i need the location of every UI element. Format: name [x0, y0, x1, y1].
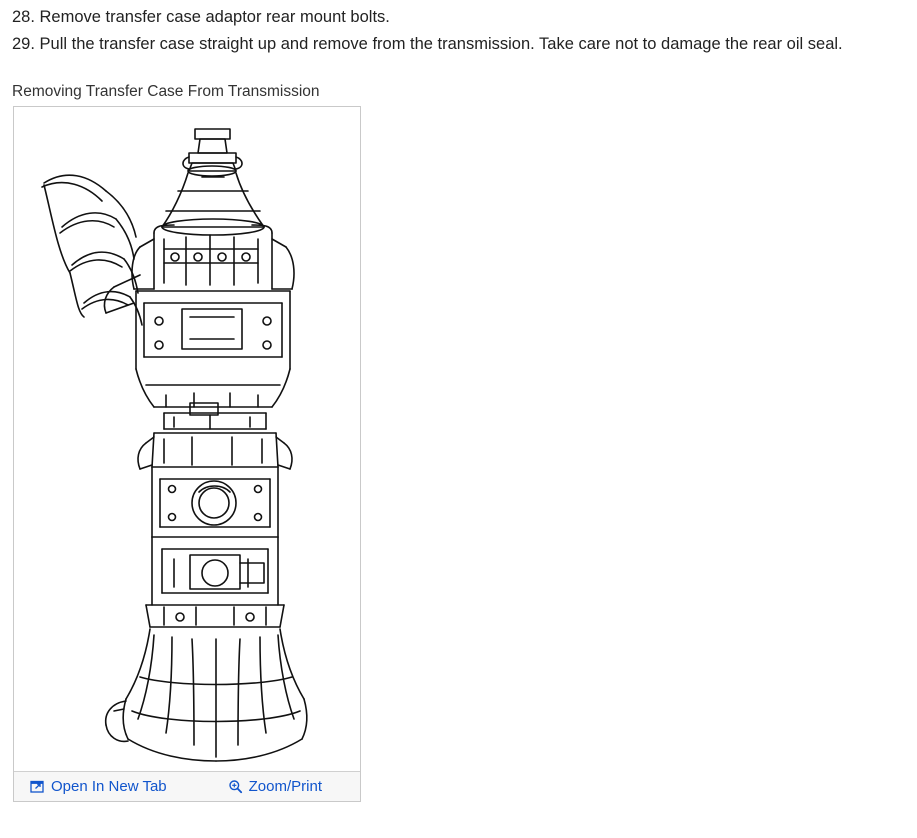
open-in-new-tab-icon	[30, 779, 45, 794]
zoom-print-label: Zoom/Print	[248, 777, 322, 795]
zoom-print-button[interactable]	[228, 778, 322, 796]
figure-container	[13, 106, 361, 802]
procedure-steps	[12, 4, 912, 58]
procedure-step: 29. Pull the transfer case straight up and remove from the transmission. Take care not to damage the rear oil seal.	[12, 35, 843, 53]
figure-toolbar	[14, 771, 360, 801]
procedure-step: 28. Remove transfer case adaptor rear mount bolts.	[12, 8, 390, 26]
open-in-new-tab-label: Open In New Tab	[51, 777, 167, 795]
magnifier-icon	[228, 779, 243, 794]
transfer-case-diagram	[14, 107, 360, 772]
figure-caption: Removing Transfer Case From Transmission	[12, 83, 320, 100]
open-in-new-tab-button[interactable]	[30, 778, 167, 796]
